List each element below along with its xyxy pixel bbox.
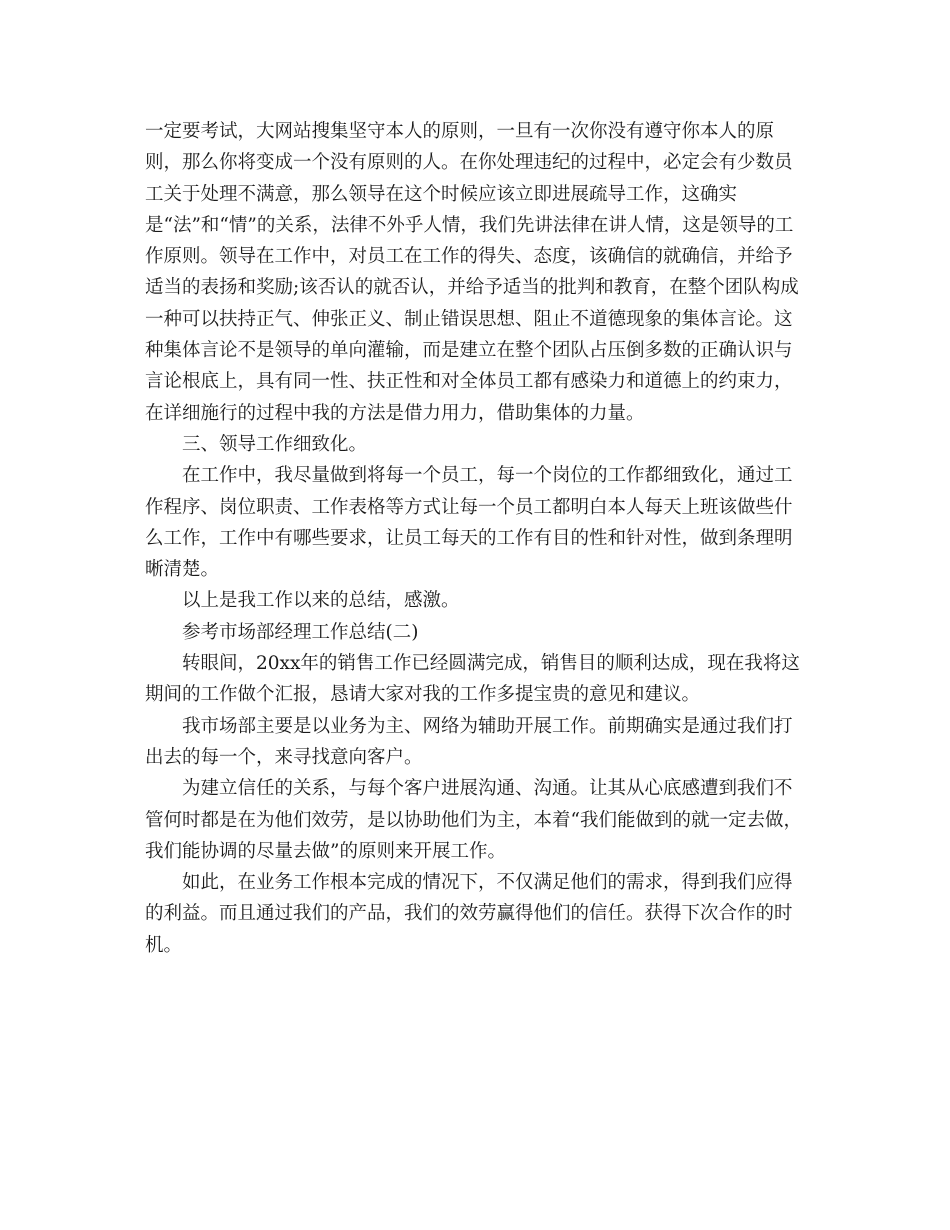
text-line: 以上是我工作以来的总结，感激。: [182, 590, 460, 612]
text-line: 作程序、岗位职责、工作表格等方式让每一个员工都明白本人每天上班该做些什: [145, 496, 793, 518]
text-line: 晰清楚。: [145, 559, 220, 581]
text-line: 在详细施行的过程中我的方法是借力用力，借助集体的力量。: [145, 402, 645, 424]
text-line: 期间的工作做个汇报，恳请大家对我的工作多提宝贵的意见和建议。: [145, 684, 701, 706]
text-line: 为建立信任的关系，与每个客户进展沟通、沟通。让其从心底感遭到我们不: [182, 778, 793, 800]
text-line: 参考市场部经理工作总结(二): [182, 621, 419, 643]
text-line: 作原则。领导在工作中，对员工在工作的得失、态度，该确信的就确信，并给予: [145, 246, 793, 268]
text-line: 如此，在业务工作根本完成的情况下，不仅满足他们的需求，得到我们应得: [182, 872, 793, 894]
text-line: 一定要考试，大网站搜集坚守本人的原则，一旦有一次你没有遵守你本人的原: [145, 121, 775, 142]
text-line: 管何时都是在为他们效劳，是以协助他们为主，本着“我们能做到的就一定去做，: [145, 809, 802, 831]
text-line: 机。: [145, 934, 183, 956]
text-line: 我们能协调的尽量去做”的原则来开展工作。: [145, 840, 506, 862]
text-line: 出去的每一个，来寻找意向客户。: [145, 746, 423, 768]
text-line: 三、领导工作细致化。: [182, 433, 368, 455]
document-body: [145, 116, 815, 961]
text-line: 是“法”和“情”的关系，法律不外乎人情，我们先讲法律在讲人情，这是领导的工: [145, 214, 794, 236]
text-line: 一种可以扶持正气、伸张正义、制止错误思想、阻止不道德现象的集体言论。这: [145, 308, 793, 330]
text-line: 的利益。而且通过我们的产品，我们的效劳赢得他们的信任。获得下次合作的时: [145, 903, 793, 925]
text-line: 我市场部主要是以业务为主、网络为辅助开展工作。前期确实是通过我们打: [182, 715, 793, 737]
text-line: 种集体言论不是领导的单向灌输，而是建立在整个团队占压倒多数的正确认识与: [145, 340, 793, 362]
text-line: 适当的表扬和奖励;该否认的就否认，并给予适当的批判和教育，在整个团队构成: [145, 277, 799, 299]
text-line: 么工作，工作中有哪些要求，让员工每天的工作有目的性和针对性，做到条理明: [145, 527, 793, 549]
text-line: 则，那么你将变成一个没有原则的人。在你处理违纪的过程中，必定会有少数员: [145, 152, 793, 174]
text-line: 工关于处理不满意，那么领导在这个时候应该立即进展疏导工作，这确实: [145, 183, 738, 205]
text-line: 在工作中，我尽量做到将每一个员工，每一个岗位的工作都细致化，通过工: [182, 465, 793, 487]
text-line: 言论根底上，具有同一性、扶正性和对全体员工都有感染力和道德上的约束力，: [145, 371, 793, 393]
text-line: 转眼间，20xx年的销售工作已经圆满完成，销售目的顺利达成，现在我将这: [182, 653, 800, 675]
